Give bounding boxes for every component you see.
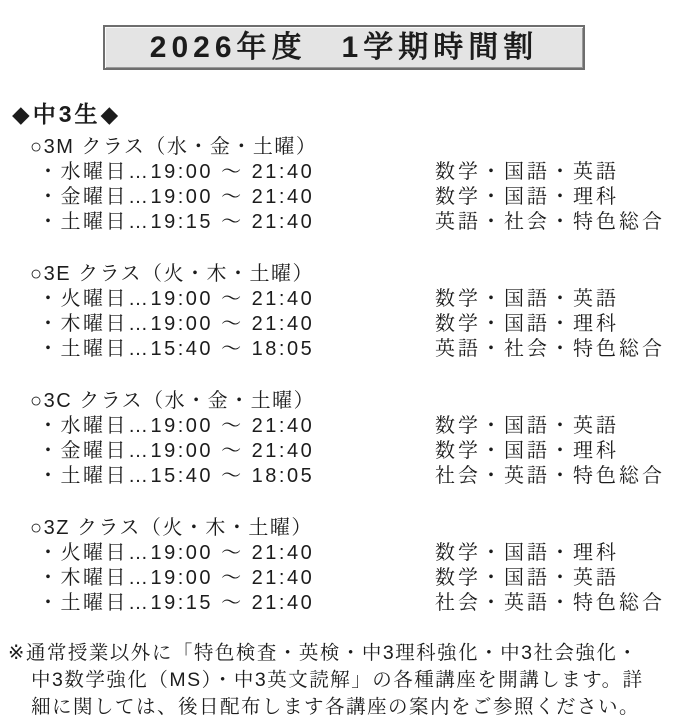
- schedule-subjects: 数学・国語・理科: [435, 440, 619, 462]
- schedule-time: ・火曜日…19:00 ～ 21:40: [38, 288, 315, 310]
- schedule-time: ・水曜日…19:00 ～ 21:40: [38, 161, 315, 183]
- class-header: ○3M クラス（水・金・土曜）: [30, 136, 318, 158]
- grade-heading: ◆中3生◆: [12, 101, 122, 127]
- schedule-row: [30, 287, 688, 312]
- schedule-subjects: 英語・社会・特色総合: [435, 211, 665, 233]
- schedule-time: ・木曜日…19:00 ～ 21:40: [38, 313, 315, 335]
- schedule-time: ・木曜日…19:00 ～ 21:40: [38, 567, 315, 589]
- schedule-subjects: 英語・社会・特色総合: [435, 338, 665, 360]
- footnote: [8, 640, 682, 721]
- schedule-time: ・土曜日…19:15 ～ 21:40: [38, 211, 315, 233]
- schedule-subjects: 数学・国語・理科: [435, 313, 619, 335]
- schedule-subjects: 数学・国語・理科: [435, 542, 619, 564]
- schedule-time: ・金曜日…19:00 ～ 21:40: [38, 186, 315, 208]
- timetable-page: [0, 25, 688, 718]
- schedule-row: [30, 160, 688, 185]
- footnote-line: ※通常授業以外に「特色検査・英検・中3理科強化・中3社会強化・: [8, 642, 639, 664]
- schedule-row: [30, 591, 688, 616]
- class-header: ○3Z クラス（火・木・土曜）: [30, 517, 313, 539]
- footnote-line: 細に関しては、後日配布します各講座の案内をご参照ください。: [31, 696, 641, 718]
- schedule-time: ・土曜日…19:15 ～ 21:40: [38, 592, 315, 614]
- class-header: ○3E クラス（火・木・土曜）: [30, 263, 314, 285]
- schedule-row: [30, 312, 688, 337]
- class-section-3z: [30, 516, 688, 616]
- schedule-subjects: 数学・国語・英語: [435, 567, 619, 589]
- footnote-line: 中3数学強化（MS）・中3英文読解」の各種講座を開講します。詳: [31, 669, 644, 691]
- schedule-row: [30, 439, 688, 464]
- class-section-3e: [30, 262, 688, 362]
- schedule-time: ・土曜日…15:40 ～ 18:05: [38, 465, 315, 487]
- schedule-time: ・土曜日…15:40 ～ 18:05: [38, 338, 315, 360]
- schedule-row: [30, 210, 688, 235]
- schedule-row: [30, 566, 688, 591]
- schedule-subjects: 数学・国語・英語: [435, 415, 619, 437]
- schedule-subjects: 数学・国語・英語: [435, 161, 619, 183]
- schedule-row: [30, 541, 688, 566]
- schedule-subjects: 社会・英語・特色総合: [435, 592, 665, 614]
- schedule-row: [30, 464, 688, 489]
- schedule-subjects: 社会・英語・特色総合: [435, 465, 665, 487]
- document-title: 2026年度 1学期時間割: [103, 25, 585, 70]
- schedule-time: ・水曜日…19:00 ～ 21:40: [38, 415, 315, 437]
- class-header: ○3C クラス（水・金・土曜）: [30, 390, 316, 412]
- schedule-row: [30, 414, 688, 439]
- schedule-time: ・金曜日…19:00 ～ 21:40: [38, 440, 315, 462]
- schedule-row: [30, 185, 688, 210]
- class-section-3m: [30, 135, 688, 235]
- schedule-subjects: 数学・国語・英語: [435, 288, 619, 310]
- class-section-3c: [30, 389, 688, 489]
- schedule-time: ・火曜日…19:00 ～ 21:40: [38, 542, 315, 564]
- schedule-row: [30, 337, 688, 362]
- schedule-subjects: 数学・国語・理科: [435, 186, 619, 208]
